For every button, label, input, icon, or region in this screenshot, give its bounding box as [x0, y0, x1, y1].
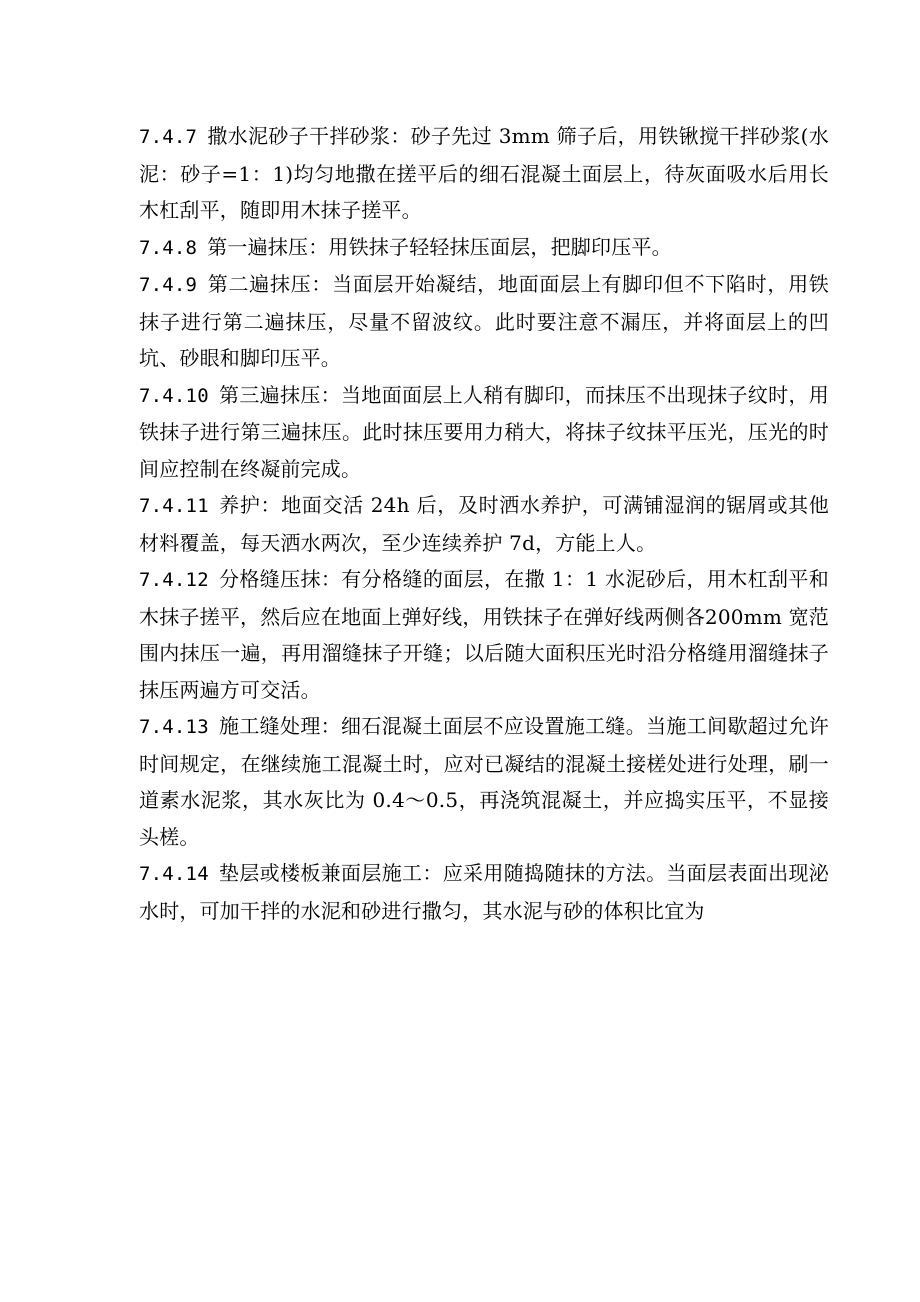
document-body — [139, 118, 829, 929]
clause-number: 7.4.8 — [139, 236, 198, 259]
clause-number: 7.4.11 — [139, 495, 209, 517]
clause-text: 分格缝压抹：有分格缝的面层，在撒 1：1 水泥砂后，用木杠刮平和木抹子搓平，然后应在地面上弹好线，用铁抹子在弹好线两侧各200mm 宽范围内抹压一遍，再用溜缝抹子开缝；以后随大面积压光时沿分格缝用溜缝抹子抹压两遍方可交活。 — [139, 567, 829, 702]
clause-text: 施工缝处理：细石混凝土面层不应设置施工缝。当施工间歇超过允许时间规定，在继续施工混凝土时，应对已凝结的混凝土接槎处进行处理，刷一道素水泥浆，其水灰比为 0.4～0.5，再浇筑混凝土，并应捣实压平，不显接头槎。 — [139, 714, 829, 849]
clause-text: 垫层或楼板兼面层施工：应采用随捣随抹的方法。当面层表面出现泌水时，可加干拌的水泥和砂进行撒匀，其水泥与砂的体积比宜为 — [139, 861, 829, 923]
clause-number: 7.4.7 — [139, 126, 198, 148]
clause-text: 养护：地面交活 24h 后，及时洒水养护，可满铺湿润的锯屑或其他材料覆盖，每天洒水两次，至少连续养护 7d，方能上人。 — [139, 493, 829, 555]
paragraph-7-4-11 — [139, 487, 829, 561]
clause-number: 7.4.14 — [139, 863, 209, 885]
paragraph-7-4-8 — [139, 229, 829, 267]
clause-number: 7.4.9 — [139, 274, 198, 296]
clause-text: 第二遍抹压：当面层开始凝结，地面面层上有脚印但不下陷时，用铁抹子进行第二遍抹压，尽量不留波纹。此时要注意不漏压，并将面层上的凹坑、砂眼和脚印压平。 — [139, 272, 829, 370]
paragraph-7-4-13 — [139, 708, 829, 855]
clause-text: 第一遍抹压：用铁抹子轻轻抹压面层，把脚印压平。 — [207, 234, 672, 259]
clause-number: 7.4.10 — [139, 384, 209, 407]
clause-number: 7.4.12 — [139, 569, 209, 591]
clause-text: 第三遍抹压：当地面面层上人稍有脚印，而抹压不出现抹子纹时，用铁抹子进行第三遍抹压。此时抹压要用力稍大，将抹子纹抹平压光，压光的时间应控制在终凝前完成。 — [139, 382, 829, 481]
paragraph-7-4-7 — [139, 118, 829, 229]
paragraph-7-4-12 — [139, 561, 829, 708]
clause-text: 撒水泥砂子干拌砂浆：砂子先过 3mm 筛子后，用铁锹搅干拌砂浆(水泥：砂子=1：1)均匀地撒在搓平后的细石混凝土面层上，待灰面吸水后用长木杠刮平，随即用木抹子搓平。 — [139, 124, 829, 222]
clause-number: 7.4.13 — [139, 716, 209, 738]
paragraph-7-4-10 — [139, 377, 829, 488]
paragraph-7-4-14 — [139, 855, 829, 929]
paragraph-7-4-9 — [139, 266, 829, 377]
